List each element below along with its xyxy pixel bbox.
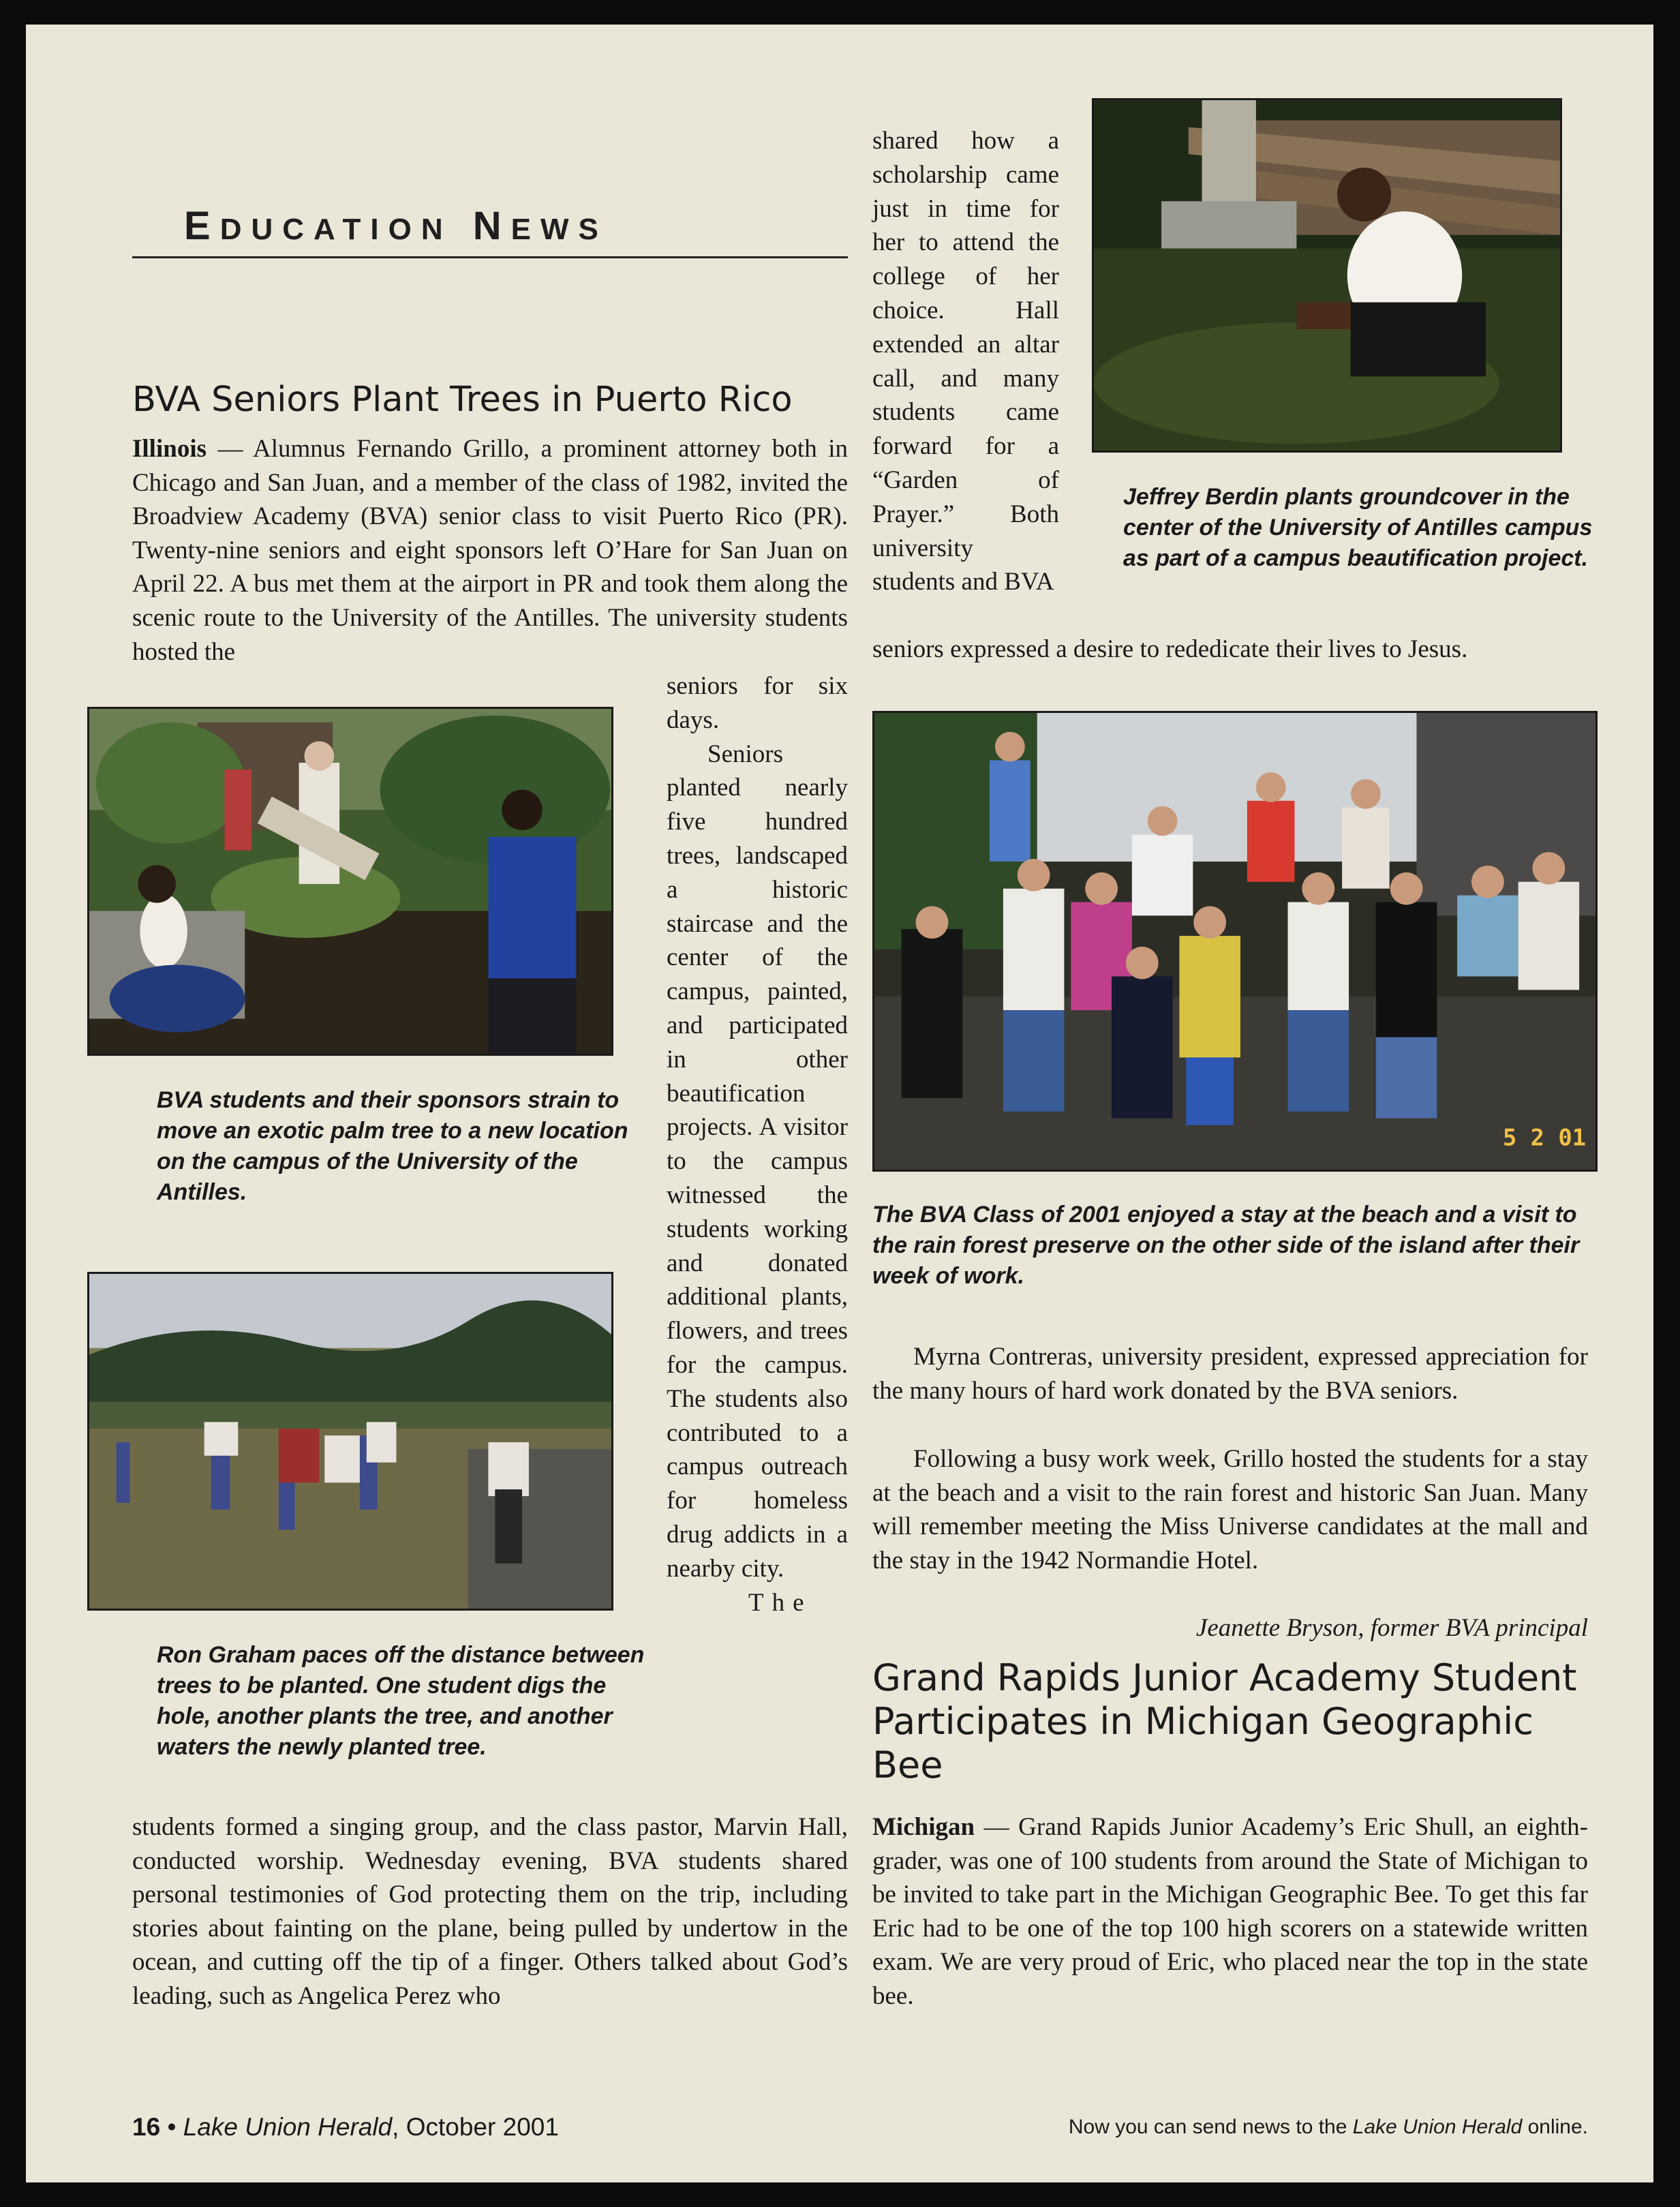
field-photo bbox=[87, 1272, 613, 1611]
article1-col2-narrow: shared how a scholarship came just in time for her to attend the college of her choice. Hall extended an altar call, and many students came forward for a “Garden of Prayer.” Both university students and BVA bbox=[872, 127, 1059, 596]
article1-paragraph-1: Illinois — Alumnus Fernando Grillo, a prominent attorney both in Chicago and San Juan, and a member of the class of 1982, invited the Broadview Academy (BVA) senior class to visit Puerto Rico (PR). Twenty-nine seniors and eight sponsors left O’Hare for San Juan on April 22. A bus met them at the airport in PR and took them along the scenic route to the University of the Antilles. The university students hosted the bbox=[132, 435, 849, 666]
dateline-illinois: Illinois bbox=[132, 435, 207, 463]
page-number: 16 bbox=[132, 2113, 161, 2141]
article1-paragraph-3-start: The bbox=[748, 1588, 812, 1617]
class-photo bbox=[872, 711, 1598, 1172]
class-caption: The BVA Class of 2001 enjoyed a stay at the beach and a visit to the rain forest preserve on the other side of the island after their week of work. bbox=[872, 1202, 1580, 1289]
article2-headline: Grand Rapids Junior Academy Student Participates in Michigan Geographic Bee bbox=[872, 1656, 1577, 1786]
footer-left: 16 • Lake Union Herald, October 2001 bbox=[132, 2113, 559, 2141]
section-title: EDUCATION NEWS bbox=[184, 204, 608, 248]
article1-narrow-column bbox=[667, 669, 848, 1619]
title-rule bbox=[132, 256, 848, 258]
field-caption: Ron Graham paces off the distance between trees to be planted. One student digs the hole, another plants the tree, and another waters the newly planted tree. bbox=[157, 1642, 645, 1760]
palm-tree-photo bbox=[87, 707, 613, 1056]
article1-paragraph-4: Myrna Contreras, university president, expressed appreciation for the many hours of hard work donated by the BVA seniors. bbox=[872, 1343, 1588, 1405]
article1-paragraph-2: Seniors planted nearly five hundred trees, landscaped a historic staircase and the center of the campus, painted, and participated in other beautification projects. A visitor to the campus witnessed the students working and donated additional plants, flowers, and trees for the campus. The students also contributed to a campus outreach for homeless drug addicts in a nearby city. bbox=[667, 740, 848, 1583]
berdin-caption: Jeffrey Berdin plants groundcover in the center of the University of Antilles campus as part of a campus beautification project. bbox=[1123, 484, 1593, 571]
palm-tree-caption: BVA students and their sponsors strain to move an exotic palm tree to a new location on the campus of the University of the Antilles. bbox=[157, 1087, 628, 1205]
narrow-line: seniors for six bbox=[667, 672, 848, 700]
dateline-michigan: Michigan bbox=[872, 1813, 975, 1841]
field-image bbox=[89, 1274, 611, 1609]
article1-col2-line: seniors expressed a desire to rededicate their lives to Jesus. bbox=[872, 635, 1468, 663]
date-stamp: 5 2 01 bbox=[1502, 1124, 1587, 1151]
article1-headline: BVA Seniors Plant Trees in Puerto Rico bbox=[132, 380, 793, 420]
publication-name: Lake Union Herald bbox=[183, 2113, 393, 2141]
berdin-photo bbox=[1092, 98, 1562, 453]
berdin-image bbox=[1094, 100, 1560, 451]
palm-tree-image bbox=[89, 709, 611, 1054]
article1-byline: Jeanette Bryson, former BVA principal bbox=[1195, 1614, 1588, 1642]
magazine-page bbox=[26, 25, 1653, 2182]
article1-paragraph-5: Following a busy work week, Grillo hosted the students for a stay at the beach and a visit to the rain forest and historic San Juan. Many will remember meeting the Miss Universe candidates at the mall and the stay in the 1942 Normandie Hotel. bbox=[872, 1445, 1588, 1574]
article2-paragraph-1: Michigan — Grand Rapids Junior Academy’s Eric Shull, an eighth-grader, was one of 100 students from around the State of Michigan to be invited to take part in the Michigan Geographic Bee. To get this far Eric had to be one of the top 100 high scorers on a statewide written exam. We are very proud of Eric, who placed near the top in the state bee. bbox=[872, 1813, 1588, 2010]
narrow-line: days. bbox=[667, 705, 720, 734]
issue-date: October 2001 bbox=[406, 2113, 559, 2141]
footer-right: Now you can send news to the Lake Union Herald online. bbox=[1068, 2116, 1588, 2138]
class-image bbox=[874, 713, 1595, 1170]
article1-paragraph-3: students formed a singing group, and the class pastor, Marvin Hall, conducted worship. Wednesday evening, BVA students shared personal testimonies of God protecting them on the trip, including stories about fainting on the plane, being pulled by undertow in the ocean, and cutting off the tip of a finger. Others talked about God’s leading, such as Angelica Perez who bbox=[132, 1813, 848, 2010]
